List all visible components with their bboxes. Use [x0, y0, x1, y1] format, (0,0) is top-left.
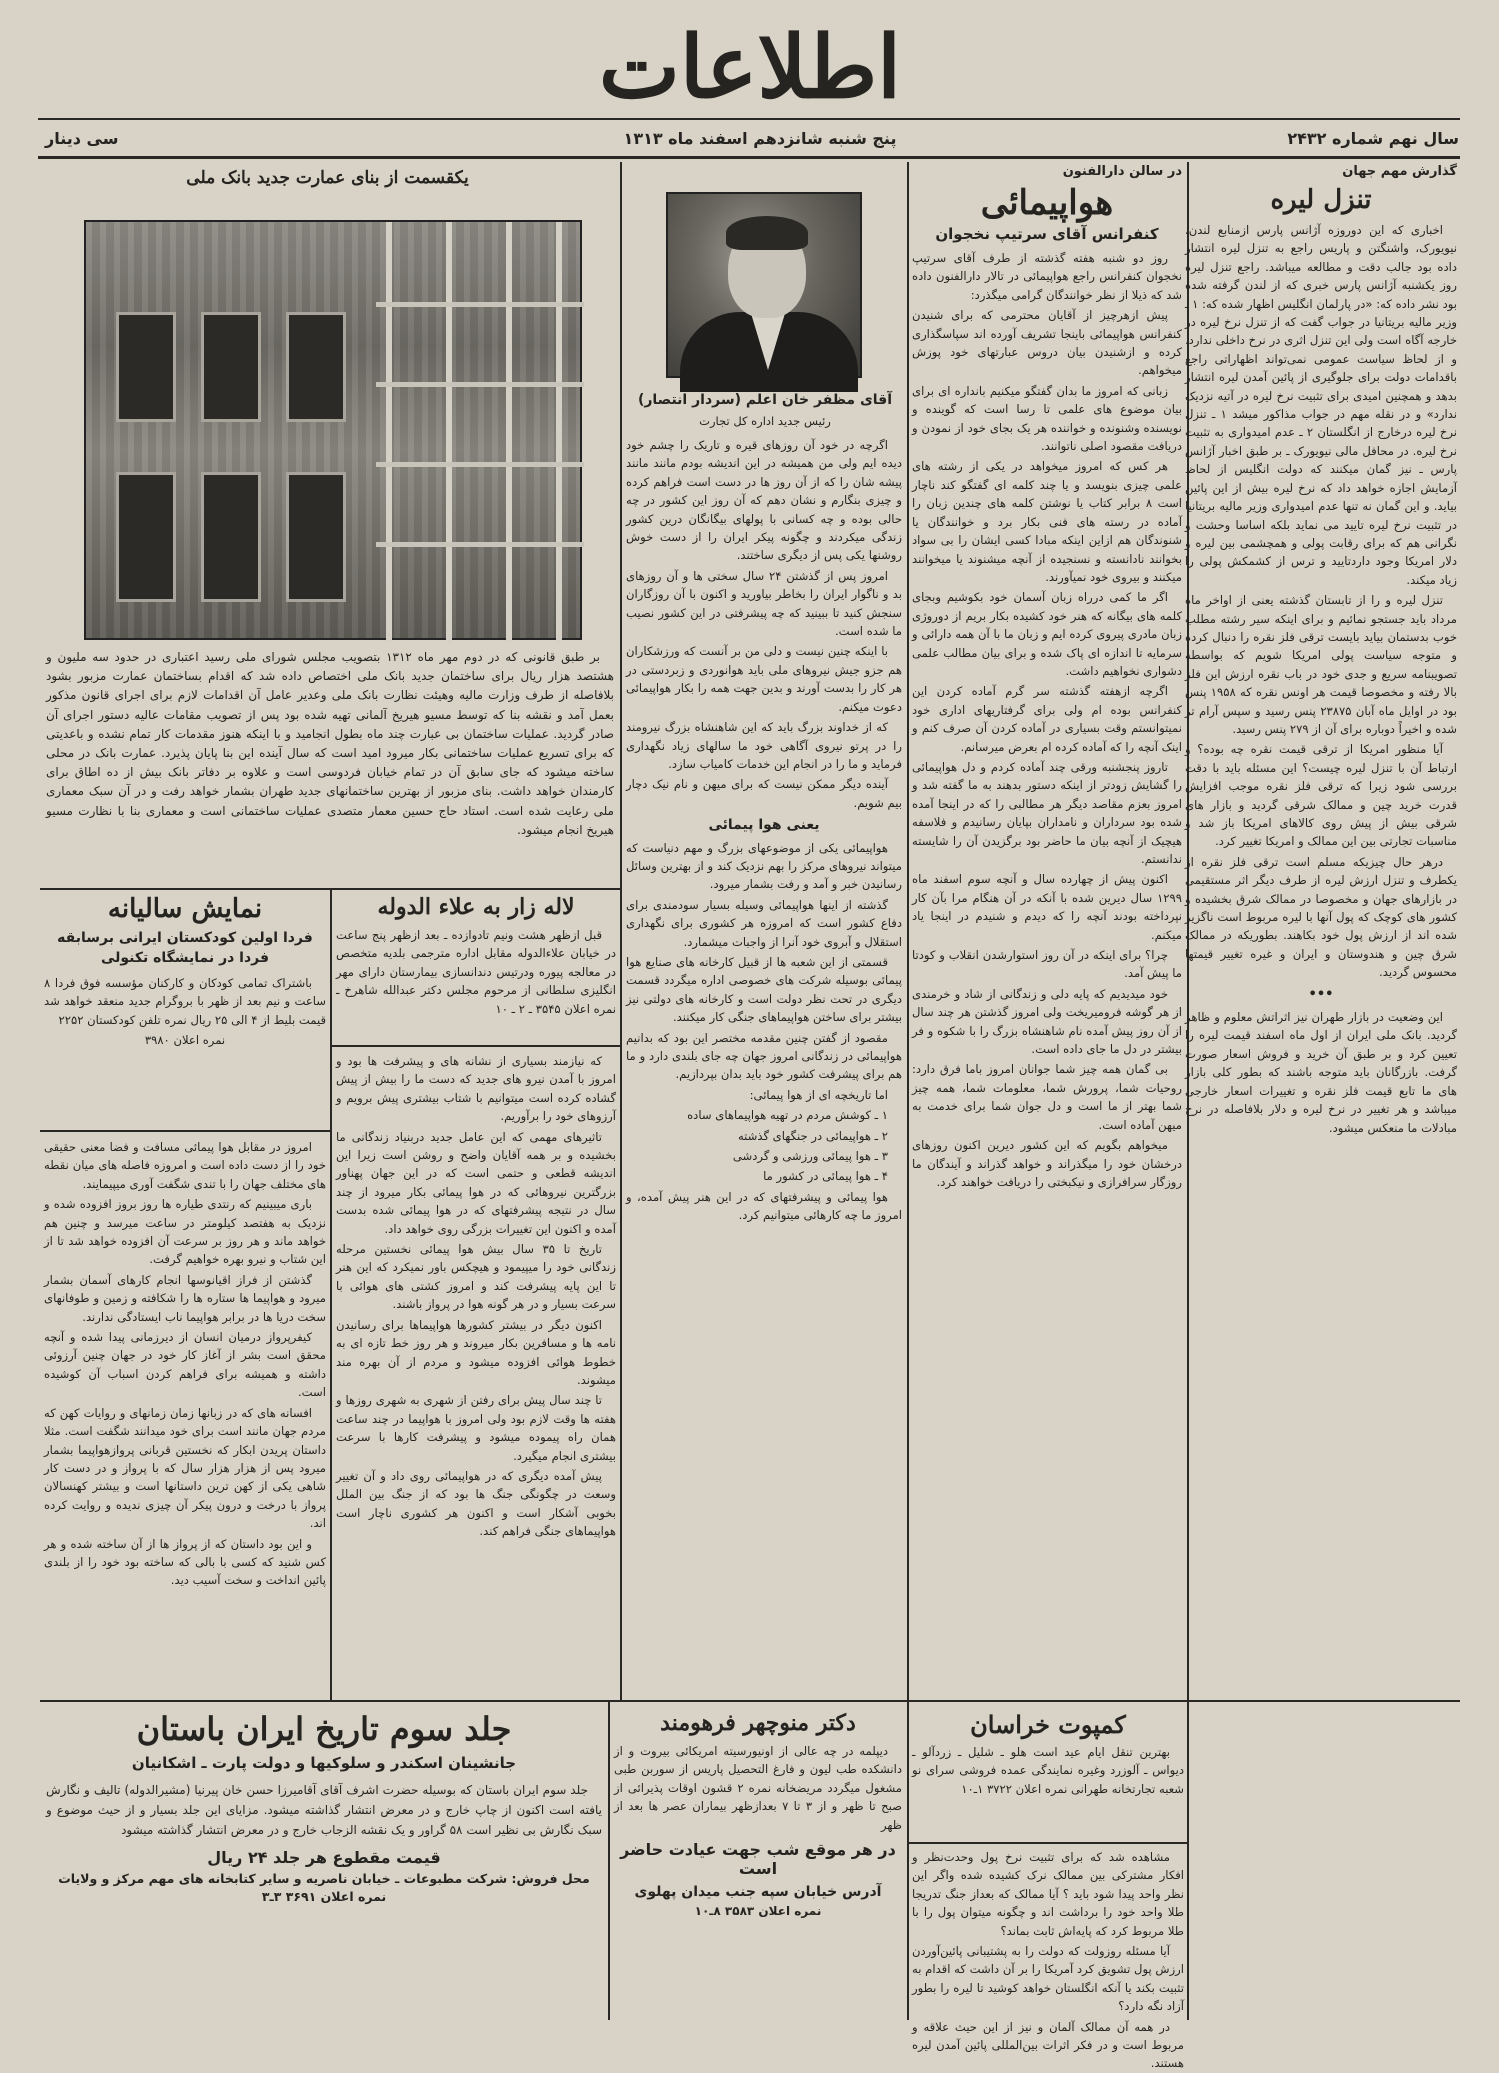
- paragraph: که نیازمند بسیاری از نشانه های و پیشرفت ها بود و امروز با آمدن نیرو های جدید که دست ما را بیش از پیش گشاده کرده است میتوانیم با شتاب بیشتری پیش برویم و آرزوهای خود را برآوریم.: [336, 1054, 616, 1124]
- ad-title: کمپوت خراسان: [970, 1710, 1126, 1739]
- paragraph: اکنون دیگر در بیشتر کشورها هواپیماها برای رسانیدن نامه ها و مسافرین بکار میروند و هر روز خط تازه ای به خطوط هوائی افزوده میشود و مردم از آن بهره مند میشوند.: [336, 1317, 616, 1387]
- bank-building-photo: [84, 220, 582, 640]
- ad-number: نمره اعلان ۳۵۸۳ ۸ـ۱۰: [694, 1904, 822, 1919]
- ad-address: آدرس خیابان سپه جنب میدان پهلوی: [634, 1884, 882, 1901]
- top-rule: [38, 118, 1460, 120]
- bank-photo-title: یکقسمت از بنای عمارت جدید بانک ملی: [186, 168, 469, 188]
- issue-price: سی دینار: [45, 129, 119, 148]
- portrait-photo: [666, 192, 862, 378]
- article-kicker: گذارش مهم جهان: [1342, 164, 1457, 179]
- paragraph: جلد سوم ایران باستان که بوسیله حضرت اشرف آقای آقامیرزا حسن خان پیرنیا (مشیرالدوله) تالیف و نگارش یافته است اکنون از چاپ خارج و در معرض انتشار گذاشته میشود. مزایای این جلد بسیار و از حیث موضوع و سبک نگارش بی نظیر است ۵۸ گراور و یک نقشه الزجاب خارج و در معرض انتشار گذاشته میشود: [46, 1783, 602, 1837]
- list-item: ۱ ـ کوشش مردم در تهیه هواپیماهای ساده: [687, 1108, 888, 1123]
- ad-title: لاله زار به علاء الدوله: [377, 894, 575, 920]
- bottom-divider-3: [1187, 1702, 1189, 2020]
- ad-exhibition: [44, 894, 326, 1126]
- tulip-section-rule: [331, 1045, 620, 1047]
- ad-doctor: [614, 1710, 902, 2014]
- ad-title: دکتر منوچهر فرهومند: [660, 1710, 856, 1736]
- paragraph: زبانی که امروز ما بدان گفتگو میکنیم بانداره ای برای بیان موضوع های علمی تا رسا است که گوینده و نویسنده وشنونده و خواننده هر یک بجای خود از نمودن و دریافت مقصود اصلی ناتوانند.: [912, 383, 1182, 454]
- article-pound-continued: [912, 1848, 1184, 2071]
- article-aviation-part3: [44, 1138, 326, 1694]
- article-pound-decline: [1185, 164, 1457, 1694]
- section-subhead: یعنی هوا پیمائی: [708, 817, 820, 834]
- paragraph: گذشته از اینها هواپیمائی وسیله بسیار سودمندی برای دفاع کشور است که امروزه هر کشوری برای نگهداری استقلال و آبروی خود آنرا از واجبات میشمارد.: [626, 897, 902, 949]
- ad-number: نمره اعلان ۳۹۸۰: [144, 1033, 226, 1048]
- ad-night-visits: در هر موقع شب جهت عیادت حاضر است: [620, 1840, 896, 1879]
- paragraph: گذشتن از فراز اقیانوسها انجام کارهای آسمان بشمار میرود و هواپیما ها ستاره ها را شکافته و زمین و طوفانهای سخت دریا ها در برابر هواپیما ناب ایستادگی ندارند.: [44, 1272, 326, 1324]
- paragraph: چرا؟ برای اینکه در آن روز استوارشدن انقلاب و کودتا ما پیش آمد.: [912, 948, 1182, 981]
- issue-number: سال نهم شماره ۲۴۳۲: [1287, 129, 1459, 148]
- ad-title: نمایش سالیانه: [107, 894, 263, 924]
- paragraph: کیفرپرواز درمیان انسان از دیرزمانی پیدا شده و آنچه محقق است بشر از آغاز کار خود در جهان چنین آرزوئی داشته و همیشه برای فراهم کردن اسباب آن کوشیده است.: [44, 1330, 326, 1400]
- masthead-title: اطلاعات: [598, 17, 902, 118]
- ad-history-book: [46, 1710, 602, 2014]
- paragraph: و این بود داستان که از پرواز ها از آن ساخته شده و هر کس شنید که کسی با بالی که ساخته بود خود را از بلندی پائین انداخت و سخت آسیب دید.: [44, 1536, 326, 1588]
- paragraph: امروز پس از گذشتن ۲۴ سال سختی ها و آن روزهای بد و ناگوار ایران را بخاطر بیاورید و اکنون با آن روزگاران سنجش کنید تا ببینید که چه پیشرفتی در این کشور نصیب ما شده است.: [626, 568, 902, 639]
- paragraph: که از خداوند بزرگ باید که این شاهنشاه بزرگ نیرومند را در پرتو نیروی آگاهی خود ما سالهای زیاد نگهداری فرماید و ما را در انجام این خدمات کامیاب سازد.: [626, 720, 902, 771]
- paragraph: آینده دیگر ممکن نیست که برای میهن و نام نیک دچار بیم شویم.: [626, 777, 902, 810]
- ad-number: نمره اعلان ۳۶۹۱ ۳ـ۳: [261, 1889, 387, 1904]
- paragraph: دیپلمه در چه عالی از اونیورسیته امریکائی بیروت و از دانشکده طب لیون و فارغ التحصیل پاریس از سوربن طبی مشغول میگردد مریضخانه نمره ۲ قشون اوقات پذیرائی از صبح تا ظهر و از ۳ تا ۷ بعدازظهر بیماران عصر ها بعد از ظهر: [614, 1744, 902, 1832]
- paragraph: تاریخ تا ۳۵ سال بیش هوا پیمائی نخستین مرحله زندگانی خود را میپیمود و هیچکس باور نمیکرد که این هنر تا این پایه پیشرفت کند و امروز کشتی های هوائی با سرعت بسیار و در هر گونه هوا در پرواز باشند.: [336, 1242, 616, 1312]
- paragraph: اگرچه ازهفته گذشته سر گرم آماده کردن این کنفرانس بوده ام ولی برای گرفتاریهای اداری خود نمیتوانستم وقت بسیاری در آماده کردن آن صرف کنم و اینک آنچه را که آماده کرده ام بعرض میرسانم.: [912, 684, 1182, 754]
- bottom-ads-rule: [40, 1700, 1460, 1702]
- paragraph: بی گمان همه چیز شما جوانان امروز باما فرق دارد: روحیات شما، پرورش شما، معلومات شما، همه چیز شما بهتر از ما است و دل جوان شما برای خدمت به میهن آماده است.: [912, 1062, 1182, 1132]
- paragraph: تنزل لیره و را از تابستان گذشته یعنی از اواخر ماه مرداد باید جستجو نمائیم و برای اینکه سیر رشته مطلب خوب بدستمان بیاید بایست ترقی فلز نقره را دنبال کرده و متوجه سیاست پولی امریکا شویم که بواسطه تصویبنامه سریع و جدی خود در باب نقره ارزش این فلز بالا رفته و مخصوصا قیمت هر اونس نقره که ۱۹۵۸ پنس بود در اوایل ماه آبان ۲۳۸۷۵ پنس رسید و سپس آرام تر شده و اخیراً دوباره برای آن از ۲۷۹ پنس رسید.: [1185, 593, 1458, 736]
- bottom-divider-2: [907, 1702, 909, 2020]
- paragraph: امروز در مقابل هوا پیمائی مسافت و فضا معنی حقیقی خود را از دست داده است و امروزه فاصله های میان نقطه های مختلف جهان را با تندی شگفت آوری میپیمایند.: [44, 1140, 326, 1191]
- paragraph: باشتراک تمامی کودکان و کارکنان مؤسسه فوق فردا ۸ ساعت و نیم بعد از ظهر با بروگرام جدید منعقد خواهد شد قیمت بلیط از ۴ الی ۲۵ ریال نمره تلفن کودکستان ۲۲۵۲: [44, 976, 326, 1027]
- article-aviation: [912, 164, 1182, 1694]
- list-item: ۲ ـ هواپیمائی در جنگهای گذشته: [737, 1128, 888, 1143]
- paragraph: هوا پیمائی و پیشرفتهای که در این هنر پیش آمده، و امروز ما چه کارهائی میتوانیم کرد.: [626, 1189, 902, 1223]
- bank-section-rule: [40, 888, 620, 890]
- paragraph: تاروز پنجشنبه ورقی چند آماده کردم و دل هواپیمائی را گشایش زودتر از اینکه دستور بدهند به ما گفته شد و امروز بعزم مقاصد دیگر هر مطالبی را که در اینجا آمده شده بود سرداران و نامداران بپایان رسانیدم و فلاسفه هیچیک از آنچه بیان ما حاضر بود برگزیدن آن را شایسته ندانستم.: [912, 759, 1182, 866]
- paragraph: قبل ازظهر هشت ونیم تادوازده ـ بعد ازظهر پنج ساعت در خیابان علاءالدوله مقابل اداره مترجمی بلدیه متخصص در معالجه پیوره ودرتیس دندانسازی بیمارستان دارای مهر انگلیزی سلطانی از مرحوم مجلس دکتر عبدالله شاهرخ ـ نمره اعلان ۳۵۴۵ ـ ۲ ـ ۱۰: [336, 928, 616, 1016]
- bank-article: [46, 648, 614, 884]
- ad-khorasan-compote: [912, 1710, 1184, 1838]
- paragraph: با اینکه چنین نیست و دلی من بر آنست که ورزشکاران هم جزو جیش نیروهای ملی باید هوانوردی و زبردستی در هر کار را بدست آورند و بدین جهت همه را بکار هواپیمائی دعوت میکنم.: [626, 644, 902, 714]
- list-item: ۴ ـ هوا پیمائی در کشور ما: [763, 1169, 888, 1184]
- paragraph: آیا منظور امریکا از ترقی قیمت نقره چه بوده؟ و ارتباط آن با تنزل لیره چیست؟ این مسئله باید با دقت بررسی شود زیرا که ترقی فلز نقره موجب افزایش قدرت خرید چین و ممالک شرقی گردید و بازار های شرقی بیش از پیش روی کالاهای امریکا باز شد و مناسبات تجارتی بین این ممالک و امریکا تغییر کرد.: [1185, 742, 1457, 849]
- paragraph: این وضعیت در بازار طهران نیز اثراتش معلوم و ظاهر گردید. بانک ملی ایران از اول ماه اسفند قیمت لیره را تعیین کرد و بر طبق آن خرید و فروش اسعار صورت گرفت. بازرگانان باید متوجه باشند که بطور کلی بازار های ما تابع قیمت فلز نقره و تغییرات اسعار خارجی میباشد و هر تغییر در نرخ لیره و دلار بلافاصله در نرخ مبادلات ما منعکس میشود.: [1185, 1010, 1457, 1135]
- paragraph: روز دو شنبه هفته گذشته از طرف آقای سرتیپ نخجوان کنفرانس راجع هواپیمائی در تالار دارالفنون داده شد که ذیلا از نظر خوانندگان گرامی میگذرد:: [912, 251, 1182, 302]
- article-aviation-part2: [336, 1052, 616, 1694]
- ad-title: جلد سوم تاریخ ایران باستان: [136, 1710, 512, 1748]
- portrait-caption-sub: رئیس جدید اداره کل تجارت: [699, 414, 831, 428]
- section-separator: •••: [1308, 986, 1334, 1002]
- paragraph: مقصود از گفتن چنین مقدمه مختصر این بود که بدانیم هواپیمائی در زندگانی امروز جهان چه جای بلندی دارد و ما هم برای پیشرفت کشور خود باید بدان بپردازیم.: [626, 1030, 902, 1082]
- ad-lalezar: [336, 894, 616, 1042]
- paragraph: پیش آمده دیگری که در هواپیمائی روی داد و آن تغییر وسعت در چگونگی جنگ ها بود که از جنگ بین الملل بخوبی آشکار است و اکنون هر کشوری ناچار است هواپیماهای جنگی فراهم کند.: [336, 1468, 616, 1539]
- paragraph: خود میدیدیم که پایه دلی و زندگانی از شاد و خرمندی از هر گوشه فرومیریخت ولی امروز گذشتن هر چند سال از آن روز پیش آمده نام شاهنشاه بزرگ را با شکوه و فر بیشتر در دل ما جای داده است.: [912, 986, 1182, 1057]
- bottom-divider-1: [608, 1702, 610, 2020]
- article-subtitle: کنفرانس آقای سرتیپ نخجوان: [935, 225, 1159, 243]
- article-title: تنزل لیره: [1270, 185, 1372, 215]
- ad-subtitle: جانشینان اسکندر و سلوکیها و دولت پارت ـ اشکانیان: [131, 1754, 517, 1772]
- portrait-hair: [726, 216, 808, 250]
- paragraph: هر کس که امروز میخواهد در یکی از رشته های علمی چیزی بنویسد و یا چند کلمه ای گفتگو کند ناچار است ۸ برابر کتاب یا نوشتن کلمه های چندین زبان را آماده در رسته های فنی بکار برد و خوانندگان یا شنوندگان هم ازاین اینکه مبادا کسی ایشان را بی سواد بخوانند نادانسته و نسنجیده از آنچه میشنوند یا میخوانند میکنند و بیروی خود نمیآورند.: [912, 459, 1182, 584]
- ad-sales: محل فروش: شرکت مطبوعات ـ خیابان ناصریه و سایر کتابخانه های مهم مرکز و ولایات: [58, 1871, 590, 1886]
- list-item: ۳ ـ هوا پیمائی ورزشی و گردشی: [732, 1149, 888, 1164]
- paragraph: اخباری که این دوروزه آژانس پارس ازمنابع لندن، نیویورک، واشنگتن و پاریس راجع به تنزل لیره انتشار داده بود جالب دقت و مطالعه میباشد. راجع تنزل لیره روز یکشنبه آژانس پارس خبری که از لندن گرفته شده بود نشر داده که: «در پارلمان انگلیس اظهار شده که: ۱ ـ وزیر مالیه بریتانیا در جواب گفت که از تنزل نرخ لیره در خارجه آگاه است ولی این تنزل اثری در نرخ داخلی ندارد. و از لحاظ سیاست عمومی نمی‌تواند اظهاراتی راجع باقدامات دولت برای جلوگیری از پائین آمدن لیره انتشار بدهد و همچنین امیدی برای تثبیت نرخ لیره در آتیه نزدیک ندارد» و در نقله مهم در جواب مذاکور میشد ۱ ـ تنزل نرخ لیره درخارج از انگلستان ۲ ـ عدم امیدواری به تثبیت نرخ لیره. در محافل مالی نیویورک ـ بر طبق اخبار آژانس پارس ـ نیز گمان میکنند که دولت انگلیس از لحاظ آزمایش اجازه خواهد داد که نرخ لیره بیش از این پائین بیاید. و این گمان نه تنها عدم امیدواری وزیر مالیه بریتانیا در تثبیت نرخ لیره تایید می نماید بلکه اساسا وحشت و نگرانی هم که برای رقابت پولی و همچشمی بین لیره و دلار امریکا وجود داردتایید و ترس از کشمکش پولی را زیاد میکند.: [1185, 223, 1457, 587]
- paragraph: اما تاریخچه ای از هوا پیمائی:: [749, 1087, 888, 1102]
- paragraph: بهترین تنقل ایام عید است هلو ـ شلیل ـ زردآلو ـ دیواس ـ آلوزرد وغیره نمایندگی عمده فروشی سرای نو شعبه تجارتخانه طهرانی نمره اعلان ۳۷۲۲ ۱ـ۱۰: [912, 1745, 1184, 1796]
- paragraph: تاثیرهای مهمی که این عامل جدید دربنیاد زندگانی ما بخشیده و بر همه آقایان واضح و روشن است زیرا این اندیشه قطعی و حتمی است که در این جهان پهناور بزرگترین نیروهائی که در هوا پیمائی بکار میرود از چند سال در نتیجه پیشرفتهای که در هوا پیمائی شده بدست آمده و اکنون این تغییرات بزرگی روی خواهد داد.: [336, 1129, 616, 1236]
- paragraph: درهر حال چیزیکه مسلم است ترقی فلز نقره از یکطرف و تنزل ارزش لیره از طرف دیگر اثر مستقیمی در بازارهای جهان و مخصوصا در ممالک شرق بخشیده و کشور های کوچک که پول آنها با لیره مربوط است ناگزیر شده اند از ارزش پول خود بکاهند. بطوریکه در ممالک شرق چین و هندوستان و ایران و غیره تغییر قیمتها محسوس گردید.: [1185, 854, 1457, 980]
- article-title: هواپیمائی: [980, 183, 1114, 223]
- dateline-rule: [38, 156, 1460, 159]
- issue-date: پنج شنبه شانزدهم اسفند ماه ۱۳۱۳: [623, 129, 897, 148]
- paragraph: تا چند سال پیش برای رفتن از شهری به شهری روزها و هفته ها وقت لازم بود ولی امروز با هواپیما در چند ساعت همان راه پیموده میشود و پیشرفت کارها با سرعت بیشتری انجام میگیرد.: [336, 1393, 616, 1463]
- paragraph: در همه آن ممالک آلمان و نیز از این حیث علاقه و مربوط است و در فکر اثرات بین‌المللی پائین آمدن لیره هستند.: [912, 2019, 1184, 2071]
- exhibit-section-rule: [40, 1130, 330, 1132]
- paragraph: باری میبینیم که رنتدی طیاره ها روز بروز افزوده شده و نزدیک به هفتصد کیلومتر در ساعت میرسد و چنین هم خواهد ماند و هر روز بر سرعت آن افزوده خواهد شد تا از این شتاب و نیرو بهره خواهیم گرفت.: [44, 1197, 326, 1267]
- col-divider-3: [620, 162, 622, 1702]
- portrait-caption: آقای مظفر خان اعلم (سردار انتصار): [637, 392, 893, 408]
- paragraph: بر طبق قانونی که در دوم مهر ماه ۱۳۱۲ بتصویب مجلس شورای ملی رسید اعتباری در حدود سه ملیون و هشتصد هزار ریال برای ساختمان جدید بانک ملی اختصاص داده شد که اقدام بساختمان عمارت مزبور بشود بلافاصله از طرف وزارت مالیه وهیئت نظارت بانک ملی وعدیر عامل آن اقدامات لازم برای اجرای قانون مذکور بعمل آمد و نقشه بنا که توسط مسیو هیریخ آلمانی تهیه شده بود پس از تصویب مقامات عالیه دستور اجرای آن صادر گردید. عملیات ساختمان بی عبارت چند ماه بطول انجامید و با اینکه هنوز مقدمات کار تمام نشده و باعدیتی که برای تسریع عملیات ساختمانی بکار میرود امید است که سال آینده این بنا پایان پذیرد. عمارت بانک در محلی ساخته میشود که جای سابق آن در تمام خیابان فردوسی است و علاوه بر دفاتر بانک بیش از ده اطاق برای کارمندان خواهد داشت. بنای مزبور از بهترین ساختمانهای جدید طهران بشمار خواهد رفت و در آن سبک معماری ملی رعایت شده است. استاد حاج حسین معمار متصدی عملیات ساختمانی است و معماری بنا با نظارت مسیو هیریخ انجام میشود.: [46, 650, 614, 837]
- khorasan-rule: [909, 1842, 1187, 1844]
- paragraph: اگرچه در خود آن روزهای قیره و تاریک را چشم خود دیده ایم ولی من همیشه در این اندیشه بودم مانند مانند پیشه شان را که از آن روز ها در دست است فراهم کرده و چیزی بنگارم و نشان دهم که آن روز این کشور در چه حالی بوده و چه کسانی با پولهای بیگانگان درین کشور زندگی میکردند و چگونه پیکر ایران را از دست خوش روشنها یکی پس از دیگری ساختند.: [626, 438, 902, 563]
- paragraph: اگر ما کمی درراه زبان آسمان خود بکوشیم وبجای کلمه های بیگانه که هنر خود کشیده بکار بریم از دوروژی زبان مادری پیروی کرده ایم و زبان ما با آن همه دارائی و سرمایه تا اندازه ای پاک شده و برای بیان مطالب علمی دشواری نخواهیم داشت.: [912, 590, 1182, 678]
- article-aviation-continued: [626, 436, 902, 1694]
- ad-price: قیمت مقطوع هر جلد ۲۴ ریال: [207, 1848, 441, 1867]
- article-kicker: در سالن دارالفنون: [1062, 164, 1182, 179]
- paragraph: اکنون پیش از چهارده سال و آنچه سوم اسفند ماه ۱۲۹۹ سال دیرین شده با آنکه در آن هنگام مرا بآن کار نپرداخته بودند آنچه را که دیدم و شنیدم در اینجا یاد میکنم.: [912, 872, 1182, 942]
- paragraph: آیا مسئله روزولت که دولت را به پشتیبانی پائین‌آوردن ارزش پول تشویق کرد آمریکا را بر آن داشت که اقدام به تثبیت بکند یا آنکه انگلستان خواهد کوشید تا لیره را بطور آزاد نگه دارد؟: [912, 1944, 1184, 2014]
- col-divider-2: [907, 162, 909, 1702]
- ad-subtitle: فردا اولین کودکستان ایرانی برسابقه فردا در نمایشگاه تکنولی: [57, 930, 313, 966]
- paragraph: هواپیمائی یکی از موضوعهای بزرگ و مهم دنیاست که میتواند نیروهای مرکز را بهم نزدیک کند و از بهترین وسائل رسانیدن خبر و آمد و رفت بشمار میرود.: [626, 840, 902, 892]
- paragraph: افسانه های که در زبانها زمان زمانهای و روایات کهن که مردم جهان مانند است برای خود میدانند شگفت است. مثلا داستان پریدن ابکار که نخستین قربانی پروازهواپیما بشمار میرود پس از هزار هزار سال که با پرواز و در دست کار شاهی یکی از کهن ترین داستانها است و بیشتر کهنسالان پرواز با درخت و درون پیکر آن چیزی ندیده و روایت کرده اند.: [44, 1405, 326, 1531]
- paragraph: پیش ازهرچیز از آقایان محترمی که برای شنیدن کنفرانس هواپیمائی باینجا تشریف آورده اند سپاسگذاری کرده و ازشنیدن بیان دروس عبارتهای خود پوزش میخواهم.: [912, 308, 1182, 378]
- paragraph: قسمتی از این شعبه ها از قبیل کارخانه های صنایع هوا پیمائی بوسیله شرکت های خصوصی اداره میگردد قسمت دیگری در تحت نظر دولت است و کارخانه های دولتی نیز بیشتر برای ساختن هواپیماهای جنگی کار میکنند.: [626, 954, 902, 1025]
- col-divider-4: [330, 890, 332, 1702]
- paragraph: مشاهده شد که برای تثبیت نرخ پول وحدت‌نظر و افکار مشترکی بین ممالک نرک کشیده شده واگر این نظر واحد پیدا شود باید ؟ آیا ممالک که بعداز جنگ تدریجا طلا واحد خود را برداشت اند و چگونه میتوان پول را با طلا مربوط کرد که پایه‌اش ثابت بماند؟: [912, 1850, 1184, 1938]
- paragraph: میخواهم بگویم که این کشور دیرین اکنون روزهای درخشان خود را میگذراند و خواهد گذراند و آیندگان ما روزگار سرافرازی و نیکبختی را دریافت خواهند کرد.: [912, 1138, 1182, 1189]
